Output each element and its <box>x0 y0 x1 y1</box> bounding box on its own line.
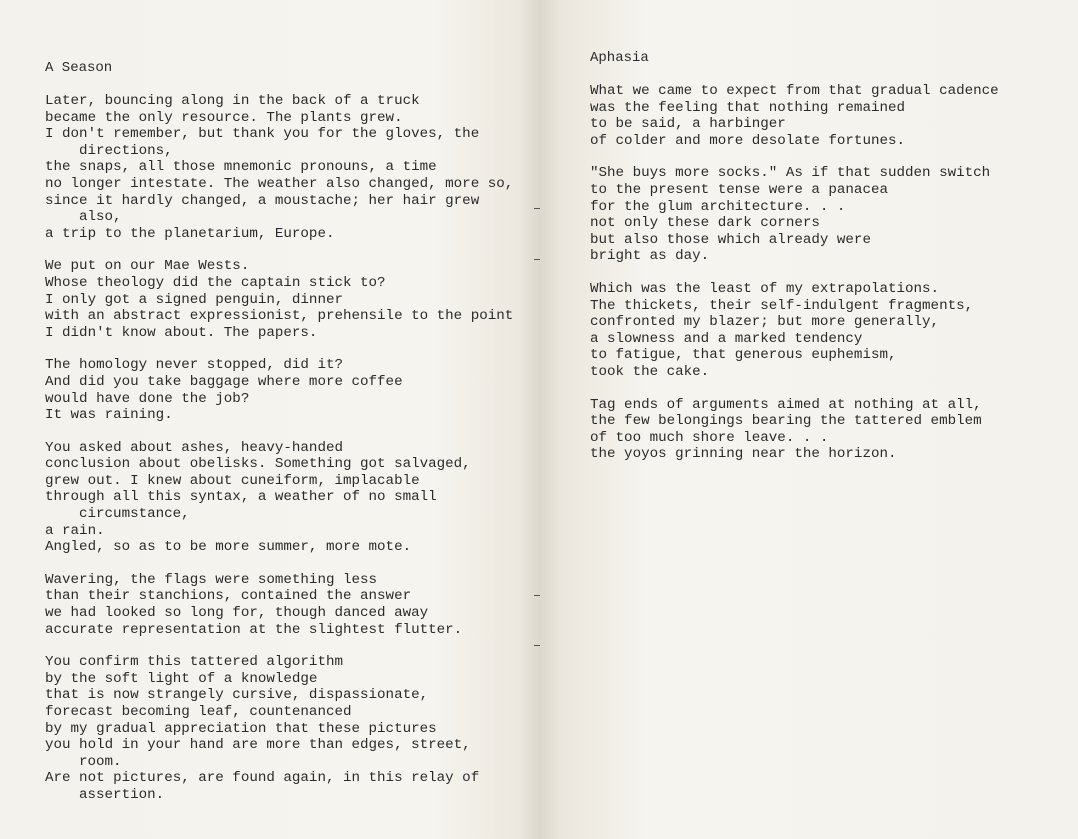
poem-line: of too much shore leave. . . <box>590 429 829 446</box>
poem-line: you hold in your hand are more than edges, street, <box>45 737 471 754</box>
poem-title-a-season: A Season <box>45 60 113 76</box>
poem-line: since it hardly changed, a moustache; her hair grew <box>45 192 480 209</box>
poem-line: Later, bouncing along in the back of a truck <box>45 93 420 109</box>
poem-line: Angled, so as to be more summer, more mote. <box>45 539 412 556</box>
poem-line: the snaps, all those mnemonic pronouns, a time <box>45 159 437 176</box>
poem-line: that is now strangely cursive, dispassionate, <box>45 687 429 704</box>
poem-line: by the soft light of a knowledge <box>45 670 318 687</box>
stanza <box>45 572 540 638</box>
poem-line: to be said, a harbinger <box>590 116 786 133</box>
poem-line: directions, <box>79 142 173 159</box>
poem-line: the few belongings bearing the tattered emblem <box>590 413 982 430</box>
poem-line: confronted my blazer; but more generally, <box>590 314 940 331</box>
poem-line: a rain. <box>45 522 105 539</box>
poem-line: bright as day. <box>590 248 710 265</box>
poem-line: not only these dark corners <box>590 215 820 232</box>
poem-line: You confirm this tattered algorithm <box>45 654 343 671</box>
stanza <box>45 93 540 242</box>
poem-line: I only got a signed penguin, dinner <box>45 291 343 308</box>
poem-line: became the only resource. The plants grew. <box>45 109 403 126</box>
poem-line: no longer intestate. The weather also changed, more so, <box>45 175 514 192</box>
poem-line: a trip to the planetarium, Europe. <box>45 225 335 242</box>
poem-line: to fatigue, that generous euphemism, <box>590 347 897 364</box>
poem-line: grew out. I knew about cuneiform, implacable <box>45 472 420 489</box>
poem-line: also, <box>79 209 122 226</box>
stanza <box>590 83 1078 149</box>
poem-line: "She buys more socks." As if that sudden switch <box>590 165 991 182</box>
poem-line: forecast becoming leaf, countenanced <box>45 704 352 720</box>
stanza <box>590 397 1078 463</box>
poem-line: than their stanchions, contained the answer <box>45 588 412 605</box>
poem-line: room. <box>79 753 122 770</box>
poem-line: for the glum architecture. . . <box>590 198 846 215</box>
right-page <box>540 0 1078 839</box>
poem-line: the yoyos grinning near the horizon. <box>590 446 897 463</box>
poem-line: Tag ends of arguments aimed at nothing at all, <box>590 396 982 413</box>
poem-line: to the present tense were a panacea <box>590 181 888 198</box>
poem-line: It was raining. <box>45 407 173 424</box>
poem-line: by my gradual appreciation that these pictures <box>45 720 437 737</box>
poem-line: circumstance, <box>79 506 190 523</box>
poem-line: The thickets, their self-indulgent fragments, <box>590 297 974 314</box>
poem-body-a-season <box>45 93 540 804</box>
poem-line: a slowness and a marked tendency <box>590 330 863 347</box>
poem-line: I don't remember, but thank you for the gloves, the <box>45 126 480 143</box>
poem-line: The homology never stopped, did it? <box>45 357 343 374</box>
poem-line: Which was the least of my extrapolations. <box>590 280 940 297</box>
poem-line: Are not pictures, are found again, in this relay of <box>45 770 480 787</box>
poem-line: of colder and more desolate fortunes. <box>590 132 906 149</box>
poem-line: We put on our Mae Wests. <box>45 258 250 275</box>
poem-line: You asked about ashes, heavy-handed <box>45 439 343 456</box>
poem-line: accurate representation at the slightest flutter. <box>45 621 463 638</box>
stanza <box>45 258 540 341</box>
poem-line: we had looked so long for, though danced away <box>45 605 429 622</box>
stanza <box>590 165 1078 265</box>
poem-line: with an abstract expressionist, prehensile to the point <box>45 308 514 325</box>
stanza <box>45 357 540 423</box>
stanza <box>590 281 1078 381</box>
poem-line: And did you take baggage where more coffee <box>45 373 403 390</box>
poem-line: Wavering, the flags were something less <box>45 571 378 588</box>
poem-line: took the cake. <box>590 363 710 380</box>
poem-line: would have done the job? <box>45 390 250 407</box>
poem-line: assertion. <box>79 786 165 803</box>
poem-line: but also those which already were <box>590 231 871 248</box>
poem-title-aphasia: Aphasia <box>590 50 649 66</box>
poem-line: Whose theology did the captain stick to? <box>45 274 386 291</box>
poem-line: I didn't know about. The papers. <box>45 324 318 341</box>
stanza <box>45 654 540 803</box>
poem-line: conclusion about obelisks. Something got salvaged, <box>45 456 471 473</box>
poem-line: through all this syntax, a weather of no small <box>45 489 437 506</box>
poem-body-aphasia <box>590 83 1078 463</box>
poem-line: What we came to expect from that gradual cadence <box>590 83 999 99</box>
poem-line: was the feeling that nothing remained <box>590 99 906 116</box>
stanza <box>45 440 540 556</box>
